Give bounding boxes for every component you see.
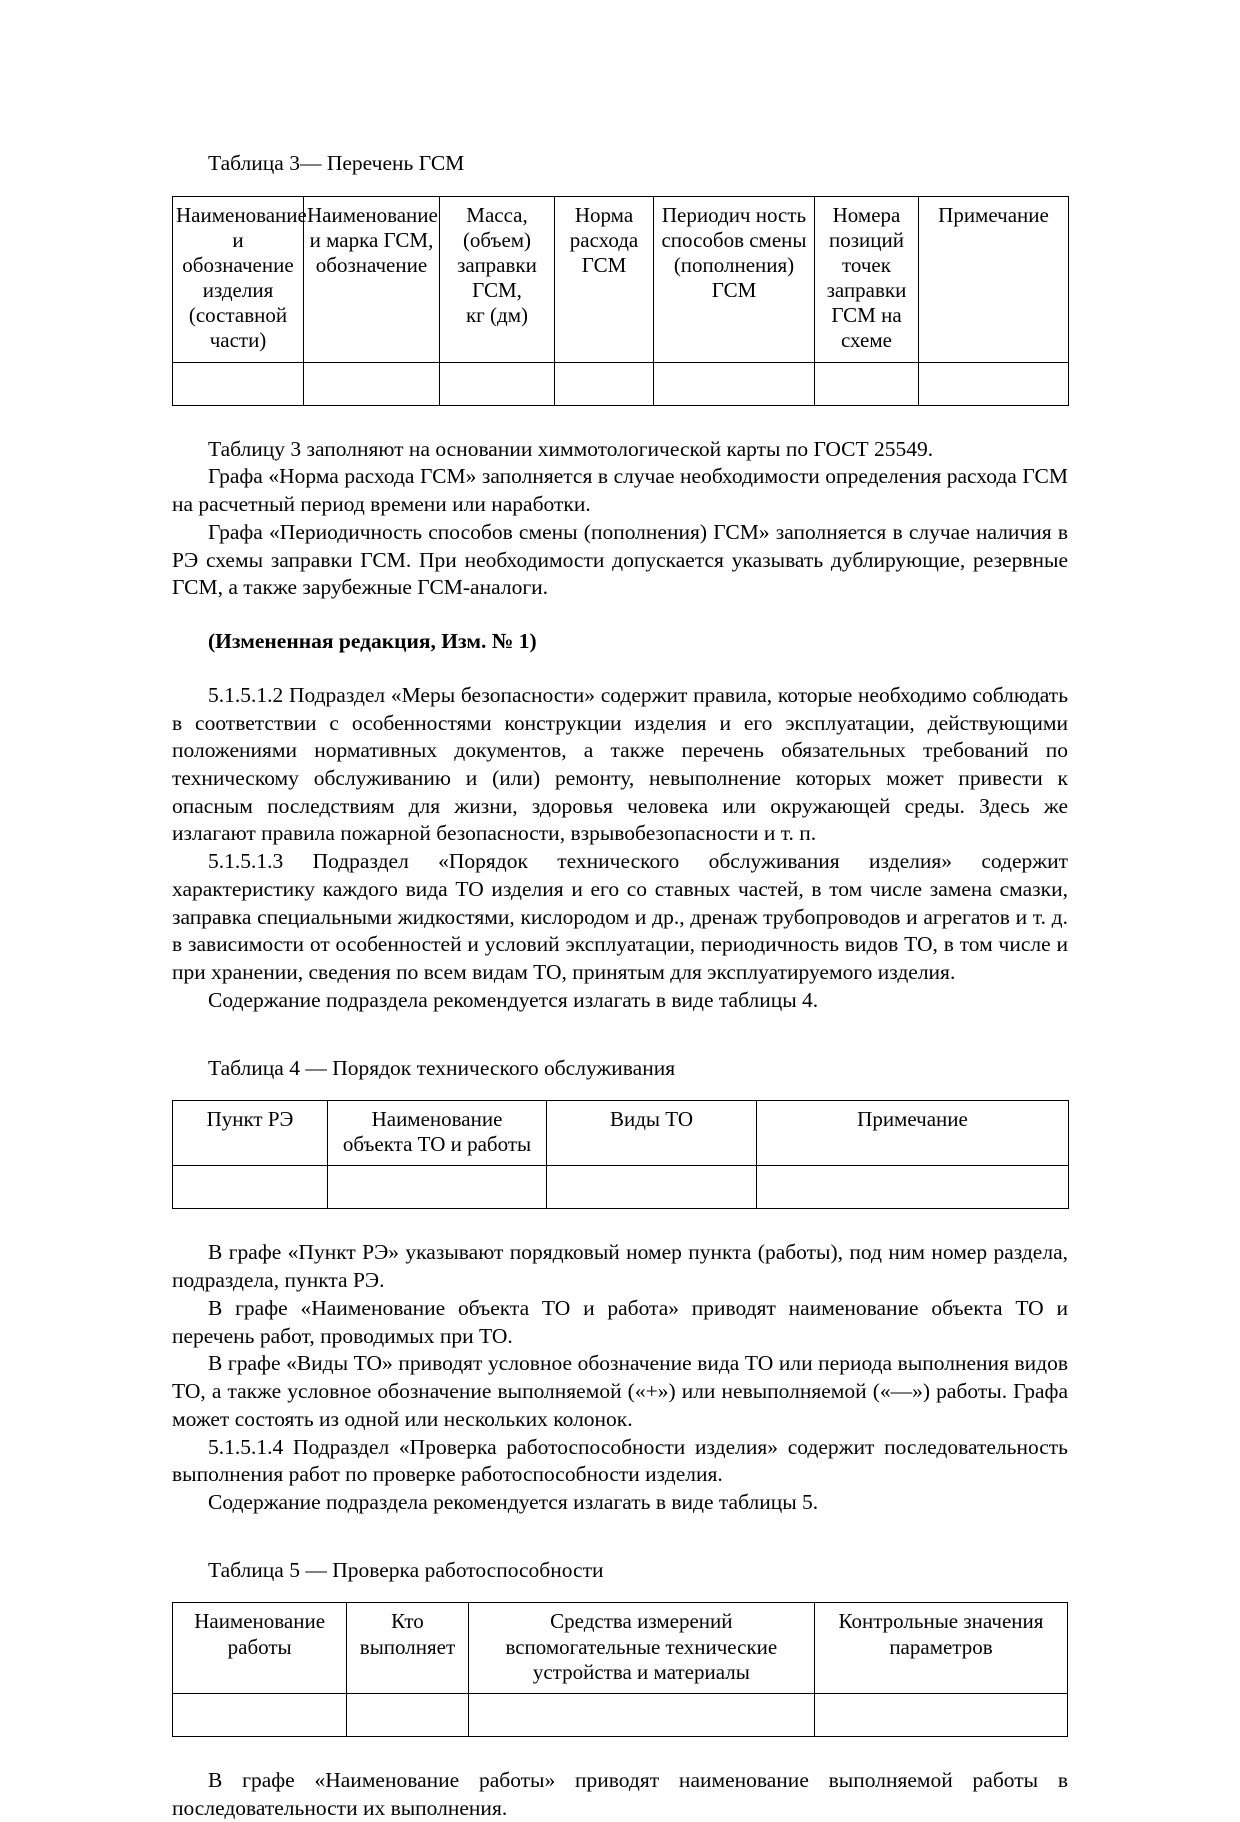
table3-col-6-line-1: Номера — [832, 202, 901, 227]
table5-col-3 — [468, 1603, 814, 1694]
table3-cell-empty — [815, 362, 919, 405]
table3-col-3-line-5: кг (дм) — [465, 303, 529, 328]
spacer — [172, 602, 1068, 628]
table3-col-6-line-5: ГСМ на — [831, 303, 902, 328]
table3-col-2-line-3: обозначение — [315, 252, 428, 277]
table3-col-1-line-1: Наименование — [176, 202, 307, 227]
table5-col-3-line-2: вспомогательные технические — [505, 1634, 778, 1659]
table3-col-2-line-1: Наименование — [307, 202, 438, 227]
table3-col-5-line-3: (пополнения) — [673, 252, 795, 277]
table3-col-3-line-4: ГСМ, — [472, 278, 522, 303]
table4-header-row — [173, 1101, 1069, 1166]
table3-col-5-line-4: ГСМ — [711, 278, 757, 303]
table3-col-7 — [919, 196, 1069, 362]
table3-col-4-line-1: Норма — [574, 202, 634, 227]
table4 — [172, 1100, 1069, 1209]
recommend-table5-paragraph: Содержание подраздела рекомендуется излагать в виде таблицы 5. — [208, 1490, 819, 1515]
table4-body-row — [173, 1166, 1069, 1209]
table3-col-3-line-3: заправки — [457, 252, 537, 277]
table5-cell-empty — [814, 1693, 1067, 1736]
table3-col-4-line-3: ГСМ — [581, 252, 627, 277]
table3-col-1-line-2: и обозначение — [182, 227, 294, 277]
paragraph-table3-note-3: Графа «Периодичность способов смены (пополнения) ГСМ» заполняется в случае наличия в РЭ схемы заправки ГСМ. При необходимости допускается указывать дублирующие, резервные ГСМ, а также зарубежные ГСМ-аналоги. — [172, 519, 1068, 600]
paragraph-table4-note-3: В графе «Виды ТО» приводят условное обозначение вида ТО или периода выполнения видов ТО, а также условное обозначение выполняемой («+») или невыполняемой («—») работы. Графа может состоять из одной или нескольких колонок. — [172, 1351, 1068, 1431]
table3-cell-empty — [304, 362, 440, 405]
table4-cell-empty — [757, 1166, 1069, 1209]
table3-col-4 — [555, 196, 654, 362]
table5-col-1-line-1: Наименование — [194, 1609, 326, 1634]
clause-5-1-5-1-2: 5.1.5.1.2 Подраздел «Меры безопасности» содержит правила, которые необходимо соблюдать в соответствии с особенностями конструкции изделия и его эксплуатации, действующими положениями нормативных документов, а также перечень обязательных требований по техническому обслуживанию и (или) ремонту, невыполнение которых может привести к опасным последствиям для жизни, здоровья человека или окружающей среды. Здесь же излагают правила пожарной безопасности, взрывобезопасности и т. п. — [172, 682, 1068, 846]
table3-col-6-line-4: заправки — [826, 278, 907, 303]
table5-col-2-line-2: выполняет — [359, 1634, 456, 1659]
table4-col-2 — [328, 1101, 547, 1166]
page-content — [172, 150, 1068, 1822]
recommend-table4-paragraph: Содержание подраздела рекомендуется излагать в виде таблицы 4. — [208, 987, 819, 1012]
paragraph-table4-note-2: В графе «Наименование объекта ТО и работа» приводят наименование объекта ТО и перечень работ, проводимых при ТО. — [172, 1295, 1068, 1348]
table5-cell-empty — [468, 1693, 814, 1736]
paragraph-table3-note-2: Графа «Норма расхода ГСМ» заполняется в случае необходимости определения расхода ГСМ на расчетный период времени или наработки. — [172, 464, 1068, 517]
table5-cell-empty — [347, 1693, 468, 1736]
table4-col-3-line-1: Виды ТО — [609, 1107, 693, 1132]
table5 — [172, 1602, 1068, 1737]
revision-note: (Измененная редакция, Изм. № 1) — [208, 629, 537, 654]
table5-col-1 — [173, 1603, 347, 1694]
table3-col-6-line-6: схеме — [841, 328, 892, 353]
clause-5-1-5-1-3: 5.1.5.1.3 Подраздел «Порядок технического обслуживания изделия» содержит характеристику каждого вида ТО изделия и его со ставных частей, в том числе замена смазки, заправка специальными жидкостями, кислородом и др., дренаж трубопроводов и агрегатов и т. д. в зависимости от особенностей и условий эксплуатации, периодичность видов ТО, в том числе и при хранении, сведения по всем видам ТО, принятым для эксплуатируемого изделия. — [172, 849, 1068, 985]
table4-col-4 — [757, 1101, 1069, 1166]
table3-col-5-line-2: способов смены — [661, 227, 807, 252]
table5-col-3-line-3: устройства и материалы — [532, 1659, 750, 1684]
table3 — [172, 196, 1069, 406]
spacer — [172, 656, 1068, 682]
table3-body-row — [173, 362, 1069, 405]
table3-col-4-line-2: расхода — [569, 227, 639, 252]
table5-col-4 — [814, 1603, 1067, 1694]
table3-col-6 — [815, 196, 919, 362]
table4-col-4-line-1: Примечание — [857, 1107, 968, 1132]
table3-col-6-line-3: точек — [842, 252, 891, 277]
table3-col-5 — [654, 196, 815, 362]
table4-cell-empty — [547, 1166, 757, 1209]
table3-col-2 — [304, 196, 440, 362]
table5-col-1-line-2: работы — [227, 1634, 292, 1659]
table3-col-3-line-2: (объем) — [462, 227, 532, 252]
table3-cell-empty — [173, 362, 304, 405]
spacer — [172, 406, 1068, 436]
spacer — [172, 1737, 1068, 1767]
table3-col-6-line-2: позиций — [829, 227, 904, 252]
table3-col-3-line-1: Масса, — [466, 202, 528, 227]
table5-col-2 — [347, 1603, 468, 1694]
table4-col-1 — [173, 1101, 328, 1166]
table3-caption: Таблица 3— Перечень ГСМ — [208, 151, 465, 175]
clause-5-1-5-1-4: 5.1.5.1.4 Подраздел «Проверка работоспособности изделия» содержит последовательность выполнения работ по проверке работоспособности изделия. — [172, 1434, 1068, 1487]
table3-col-5-line-1: Периодич ность — [661, 202, 807, 227]
paragraph-table3-note-1: Таблицу 3 заполняют на основании химмотологической карты по ГОСТ 25549. — [208, 436, 934, 461]
table5-cell-empty — [173, 1693, 347, 1736]
table3-col-1-line-3: изделия — [202, 278, 274, 303]
paragraph-table4-note-1: В графе «Пункт РЭ» указывают порядковый номер пункта (работы), под ним номер раздела, подраздела, пункта РЭ. — [172, 1240, 1068, 1293]
table5-col-4-line-1: Контрольные значения — [838, 1609, 1044, 1634]
table3-col-1-line-5: части) — [209, 328, 267, 353]
table5-body-row — [173, 1693, 1068, 1736]
table3-header-row — [173, 196, 1069, 362]
table3-col-7-line-1: Примечание — [938, 202, 1049, 227]
table5-col-4-line-2: параметров — [889, 1634, 993, 1659]
table3-col-1 — [173, 196, 307, 362]
table5-caption: Таблица 5 — Проверка работоспособности — [208, 1557, 604, 1582]
table5-col-3-line-1: Средства измерений — [550, 1609, 733, 1634]
spacer — [172, 1209, 1068, 1239]
table4-col-1-line-1: Пункт РЭ — [206, 1107, 294, 1132]
table3-cell-empty — [555, 362, 654, 405]
table5-col-2-line-1: Кто — [391, 1609, 424, 1634]
table4-col-2-line-2: объекта ТО и работы — [342, 1132, 532, 1157]
table3-col-1-line-4: (составной — [188, 303, 288, 328]
table4-col-2-line-1: Наименование — [371, 1107, 503, 1132]
table3-cell-empty — [919, 362, 1069, 405]
table3-cell-empty — [654, 362, 815, 405]
table5-header-row — [173, 1603, 1068, 1694]
table3-cell-empty — [440, 362, 555, 405]
final-paragraph: В графе «Наименование работы» приводят наименование выполняемой работы в последовательности их выполнения. — [172, 1767, 1068, 1820]
table4-caption: Таблица 4 — Порядок технического обслуживания — [208, 1055, 676, 1080]
table4-cell-empty — [173, 1166, 328, 1209]
table4-col-3 — [547, 1101, 757, 1166]
table4-cell-empty — [328, 1166, 547, 1209]
table3-col-3 — [440, 196, 555, 362]
table3-col-2-line-2: и марка ГСМ, — [309, 227, 434, 252]
